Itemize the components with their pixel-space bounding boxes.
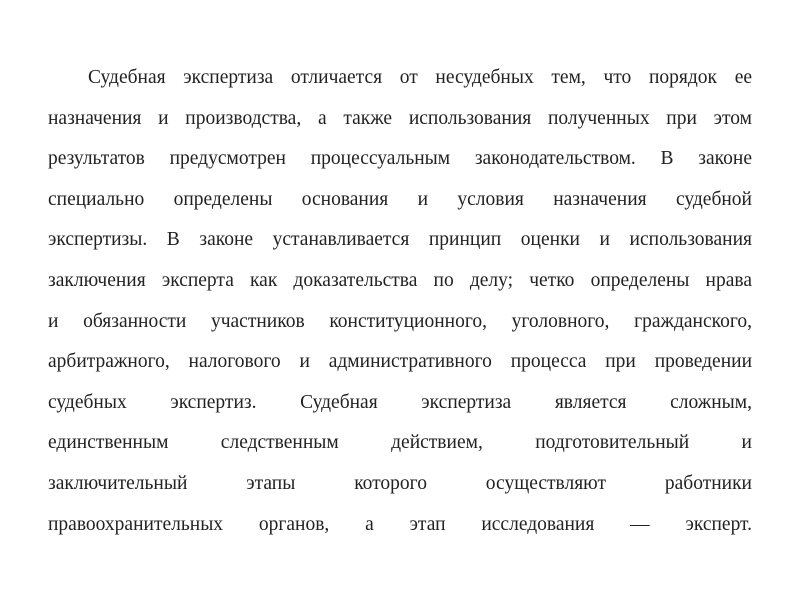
paragraph-line-9: судебных экспертиз. Судебная экспертиза является сложным,: [48, 391, 752, 413]
paragraph-line-7: и обязанности участников конституционного, уголовного, гражданского,: [48, 310, 752, 332]
paragraph-line-11: заключительный этапы которого осуществляют работники: [48, 472, 752, 494]
paragraph-line-1: Судебная экспертиза отличается от несудебных тем, что порядок ее: [88, 67, 752, 88]
paragraph-line-10: единственным следственным действием, подготовительный и: [48, 432, 752, 454]
paragraph-line-3: результатов предусмотрен процессуальным законодательством. В законе: [48, 148, 752, 170]
paragraph-line-6: заключения эксперта как доказательства по делу; четко определены нрава: [48, 269, 752, 291]
paragraph-line-4: специально определены основания и условия назначения судебной: [48, 188, 752, 210]
body-paragraph: [48, 58, 752, 545]
paragraph-line-8: арбитражного, налогового и административного процесса при проведении: [48, 351, 752, 373]
paragraph-line-12: правоохранительных органов, а этап исследования — эксперт.: [48, 513, 752, 535]
paragraph-line-5: экспертизы. В законе устанавливается принцип оценки и использования: [48, 229, 752, 251]
paragraph-line-2: назначения и производства, а также использования полученных при этом: [48, 107, 752, 129]
